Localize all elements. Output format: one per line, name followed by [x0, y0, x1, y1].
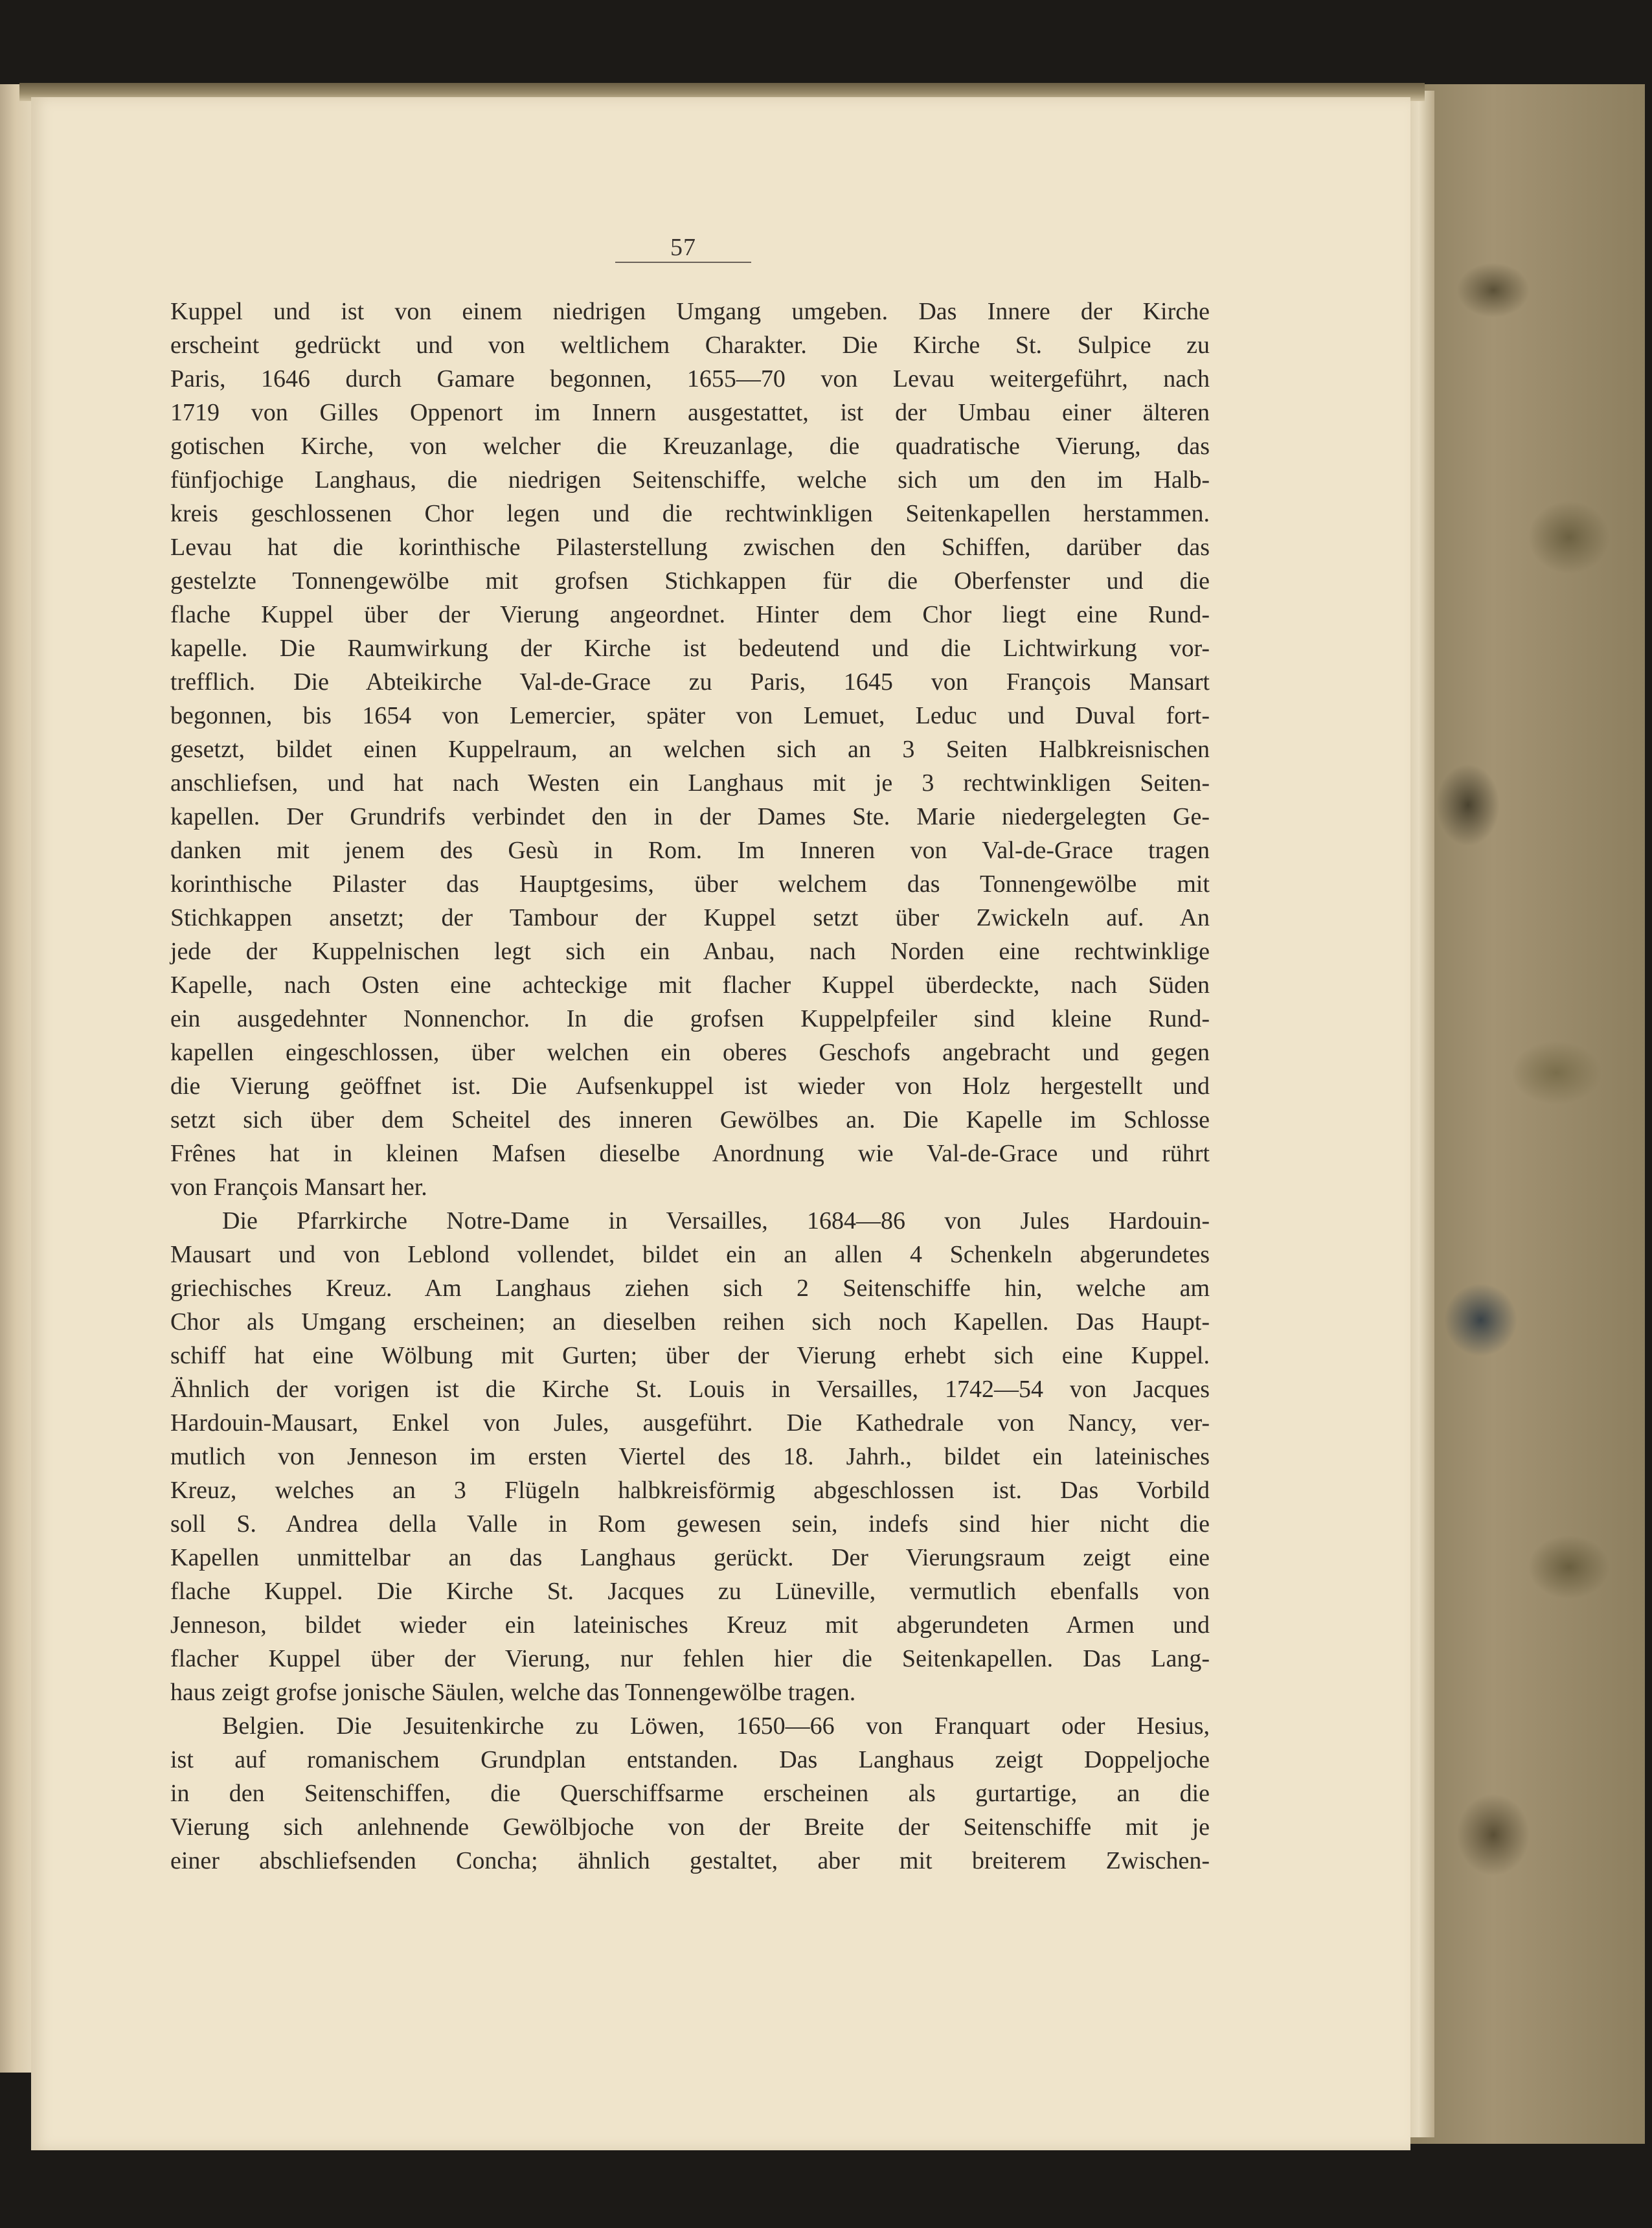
- text-line: die Vierung geöffnet ist. Die Aufsenkuppel ist wieder von Holz hergestellt und: [170, 1073, 1210, 1100]
- text-line: jede der Kuppelnischen legt sich ein Anbau, nach Norden eine rechtwinklige: [170, 938, 1210, 965]
- text-line: flache Kuppel. Die Kirche St. Jacques zu Lüneville, vermutlich ebenfalls von: [170, 1578, 1210, 1605]
- text-line: gotischen Kirche, von welcher die Kreuzanlage, die quadratische Vierung, das: [170, 433, 1210, 460]
- text-line: Kapellen unmittelbar an das Langhaus gerückt. Der Vierungsraum zeigt eine: [170, 1544, 1210, 1571]
- text-line: haus zeigt grofse jonische Säulen, welche das Tonnengewölbe tragen.: [170, 1679, 856, 1706]
- text-line: flacher Kuppel über der Vierung, nur fehlen hier die Seitenkapellen. Das Lang-: [170, 1645, 1210, 1672]
- text-line: Kapelle, nach Osten eine achteckige mit flacher Kuppel überdeckte, nach Süden: [170, 972, 1210, 999]
- text-line: Hardouin-Mausart, Enkel von Jules, ausgeführt. Die Kathedrale von Nancy, ver-: [170, 1409, 1210, 1437]
- text-line: griechisches Kreuz. Am Langhaus ziehen sich 2 Seitenschiffe hin, welche am: [170, 1275, 1210, 1302]
- text-line: flache Kuppel über der Vierung angeordnet. Hinter dem Chor liegt eine Rund-: [170, 601, 1210, 628]
- body-text: [170, 295, 1210, 1878]
- text-line: in den Seitenschiffen, die Querschiffsarme erscheinen als gurtartige, an die: [170, 1780, 1210, 1807]
- text-line: von François Mansart her.: [170, 1174, 427, 1201]
- text-line: Stichkappen ansetzt; der Tambour der Kuppel setzt über Zwickeln auf. An: [170, 904, 1210, 931]
- text-line: 1719 von Gilles Oppenort im Innern ausgestattet, ist der Umbau einer älteren: [170, 399, 1210, 426]
- text-line: soll S. Andrea della Valle in Rom gewesen sein, indefs sind hier nicht die: [170, 1510, 1210, 1538]
- text-line: ist auf romanischem Grundplan entstanden. Das Langhaus zeigt Doppeljoche: [170, 1746, 1210, 1773]
- page-number: 57: [670, 234, 696, 261]
- text-line: Levau hat die korinthische Pilasterstellung zwischen den Schiffen, darüber das: [170, 534, 1210, 561]
- text-line: mutlich von Jenneson im ersten Viertel des 18. Jahrh., bildet ein lateinisches: [170, 1443, 1210, 1470]
- text-line: Die Pfarrkirche Notre-Dame in Versailles, 1684—86 von Jules Hardouin-: [222, 1207, 1210, 1234]
- text-line: gesetzt, bildet einen Kuppelraum, an welchen sich an 3 Seiten Halbkreisnischen: [170, 736, 1210, 763]
- text-line: einer abschliefsenden Concha; ähnlich gestaltet, aber mit breiterem Zwischen-: [170, 1847, 1210, 1874]
- text-line: Paris, 1646 durch Gamare begonnen, 1655—70 von Levau weitergeführt, nach: [170, 365, 1210, 392]
- text-line: trefflich. Die Abteikirche Val-de-Grace zu Paris, 1645 von François Mansart: [170, 668, 1210, 696]
- text-line: erscheint gedrückt und von weltlichem Charakter. Die Kirche St. Sulpice zu: [170, 332, 1210, 359]
- text-line: kapelle. Die Raumwirkung der Kirche ist bedeutend und die Lichtwirkung vor-: [170, 635, 1210, 662]
- text-line: Jenneson, bildet wieder ein lateinisches Kreuz mit abgerundeten Armen und: [170, 1611, 1210, 1639]
- text-line: fünfjochige Langhaus, die niedrigen Seitenschiffe, welche sich um den im Halb-: [170, 466, 1210, 494]
- text-line: Mausart und von Leblond vollendet, bildet ein an allen 4 Schenkeln abgerundetes: [170, 1241, 1210, 1268]
- text-line: kreis geschlossenen Chor legen und die rechtwinkligen Seitenkapellen herstammen.: [170, 500, 1210, 527]
- text-line: anschliefsen, und hat nach Westen ein Langhaus mit je 3 rechtwinkligen Seiten-: [170, 769, 1210, 797]
- text-line: Belgien. Die Jesuitenkirche zu Löwen, 1650—66 von Franquart oder Hesius,: [222, 1712, 1210, 1740]
- text-line: kapellen. Der Grundrifs verbindet den in der Dames Ste. Marie niedergelegten Ge-: [170, 803, 1210, 830]
- text-line: Frênes hat in kleinen Mafsen dieselbe Anordnung wie Val-de-Grace und rührt: [170, 1140, 1210, 1167]
- text-line: Chor als Umgang erscheinen; an dieselben reihen sich noch Kapellen. Das Haupt-: [170, 1308, 1210, 1336]
- text-line: ein ausgedehnter Nonnenchor. In die grofsen Kuppelpfeiler sind kleine Rund-: [170, 1005, 1210, 1032]
- text-line: schiff hat eine Wölbung mit Gurten; über der Vierung erhebt sich eine Kuppel.: [170, 1342, 1210, 1369]
- text-line: korinthische Pilaster das Hauptgesims, über welchem das Tonnengewölbe mit: [170, 870, 1210, 898]
- text-line: danken mit jenem des Gesù in Rom. Im Inneren von Val-de-Grace tragen: [170, 837, 1210, 864]
- text-line: Kreuz, welches an 3 Flügeln halbkreisförmig abgeschlossen ist. Das Vorbild: [170, 1477, 1210, 1504]
- page-number-rule: [615, 262, 751, 263]
- text-line: gestelzte Tonnengewölbe mit grofsen Stichkappen für die Oberfenster und die: [170, 567, 1210, 595]
- text-line: begonnen, bis 1654 von Lemercier, später von Lemuet, Leduc und Duval fort-: [170, 702, 1210, 729]
- text-line: setzt sich über dem Scheitel des inneren Gewölbes an. Die Kapelle im Schlosse: [170, 1106, 1210, 1133]
- text-line: kapellen eingeschlossen, über welchen ein oberes Geschofs angebracht und gegen: [170, 1039, 1210, 1066]
- text-line: Kuppel und ist von einem niedrigen Umgang umgeben. Das Innere der Kirche: [170, 298, 1210, 325]
- text-line: Ähnlich der vorigen ist die Kirche St. Louis in Versailles, 1742—54 von Jacques: [170, 1376, 1210, 1403]
- text-line: Vierung sich anlehnende Gewölbjoche von der Breite der Seitenschiffe mit je: [170, 1813, 1210, 1841]
